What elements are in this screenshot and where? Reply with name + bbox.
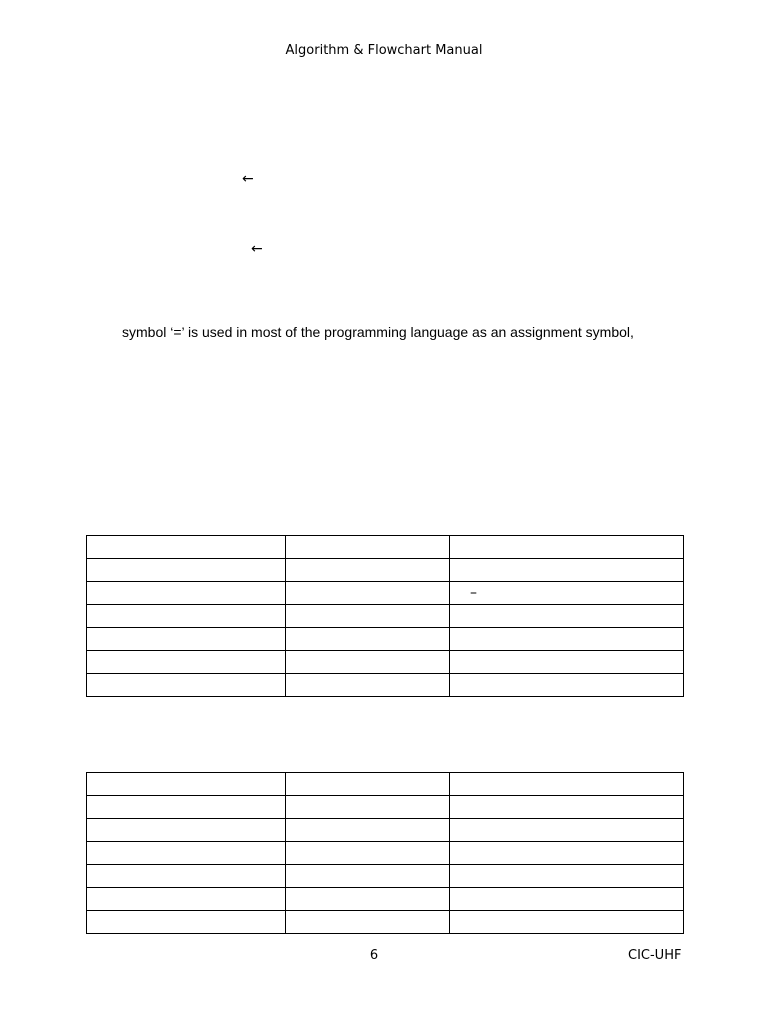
table-cell (450, 536, 684, 559)
left-arrow-icon: ← (251, 241, 263, 257)
table-cell (87, 842, 286, 865)
table-1 (86, 535, 684, 697)
table-cell (87, 796, 286, 819)
table-cell: – (450, 582, 684, 605)
table-row (87, 651, 684, 674)
table-row (87, 911, 684, 934)
table-cell (87, 888, 286, 911)
table-row (87, 819, 684, 842)
table-cell (450, 651, 684, 674)
table-cell (286, 819, 450, 842)
table-2 (86, 772, 684, 934)
table-row (87, 674, 684, 697)
table-cell (286, 628, 450, 651)
table-cell (87, 651, 286, 674)
table-row (87, 628, 684, 651)
table-cell (286, 674, 450, 697)
footer-org-label: CIC-UHF (628, 948, 682, 963)
table-cell (286, 796, 450, 819)
table-cell (87, 628, 286, 651)
table-cell (450, 559, 684, 582)
table-cell (286, 773, 450, 796)
table-row (87, 559, 684, 582)
table-row (87, 773, 684, 796)
table-cell (286, 582, 450, 605)
table-cell (450, 773, 684, 796)
table-cell (87, 819, 286, 842)
table-row (87, 888, 684, 911)
table-cell (286, 888, 450, 911)
table-cell (286, 536, 450, 559)
table-cell (87, 536, 286, 559)
table-cell (286, 559, 450, 582)
table-cell (450, 628, 684, 651)
table-cell (87, 582, 286, 605)
table-row (87, 796, 684, 819)
table-row (87, 865, 684, 888)
table-row (87, 842, 684, 865)
table-cell (87, 674, 286, 697)
table-cell (450, 911, 684, 934)
table-cell (450, 842, 684, 865)
table-row (87, 582, 684, 605)
left-arrow-icon: ← (242, 171, 254, 187)
table-cell (286, 865, 450, 888)
page-header-title: Algorithm & Flowchart Manual (285, 43, 483, 58)
table-cell (286, 605, 450, 628)
table-cell (450, 865, 684, 888)
body-text-line: symbol ‘=’ is used in most of the programming language as an assignment symbol, (122, 324, 634, 340)
table-cell (286, 911, 450, 934)
table-cell (87, 773, 286, 796)
table-cell (450, 796, 684, 819)
table-cell (450, 888, 684, 911)
table-cell (450, 819, 684, 842)
table-cell (87, 559, 286, 582)
table-cell (87, 911, 286, 934)
table-row (87, 536, 684, 559)
table-cell (286, 842, 450, 865)
table-cell (87, 865, 286, 888)
table-cell (286, 651, 450, 674)
table-row (87, 605, 684, 628)
table-cell (87, 605, 286, 628)
table-cell (450, 605, 684, 628)
page-number: 6 (369, 948, 379, 963)
table-cell (450, 674, 684, 697)
